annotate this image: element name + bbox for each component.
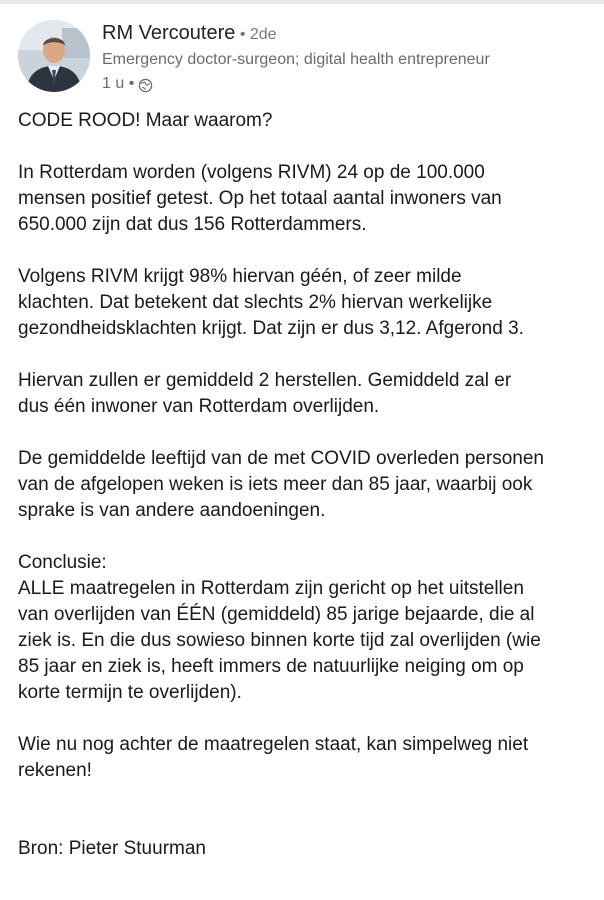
post-paragraph: CODE ROOD! Maar waarom? bbox=[18, 110, 273, 131]
post-paragraph: De gemiddelde leeftijd van de met COVID overleden personen van de afgelopen weken is iets meer dan 85 jaar, waarbij ook sprake is van andere aandoeningen. bbox=[18, 448, 544, 521]
avatar-photo bbox=[18, 20, 90, 92]
post-paragraph: In Rotterdam worden (volgens RIVM) 24 op de 100.000 mensen positief getest. Op het totaal aantal inwoners van 650.000 zijn dat dus 156 Rotterdammers. bbox=[18, 162, 502, 235]
paragraph-spacer bbox=[18, 706, 596, 732]
paragraph-spacer bbox=[18, 342, 596, 368]
author-line bbox=[102, 20, 582, 46]
paragraph-spacer bbox=[18, 134, 596, 160]
avatar[interactable] bbox=[18, 20, 90, 92]
post-paragraph: Hiervan zullen er gemiddeld 2 herstellen. Gemiddeld zal er dus één inwoner van Rotterdam overlijden. bbox=[18, 370, 512, 417]
top-divider bbox=[0, 0, 604, 4]
paragraph-spacer bbox=[18, 238, 596, 264]
post-source: Bron: Pieter Stuurman bbox=[18, 838, 206, 859]
post-paragraph: Volgens RIVM krijgt 98% hiervan géén, of zeer milde klachten. Dat betekent dat slechts 2% hiervan werkelijke gezondheidsklachten krijgt. Dat zijn er dus 3,12. Afgerond 3. bbox=[18, 266, 524, 339]
post-time: 1 u • bbox=[102, 75, 135, 92]
globe-icon bbox=[138, 77, 153, 92]
author-headline: Emergency doctor-surgeon; digital health entrepreneur bbox=[102, 51, 490, 68]
paragraph-spacer bbox=[18, 524, 596, 550]
post-header bbox=[18, 20, 588, 100]
connection-degree: • 2de bbox=[235, 26, 277, 43]
paragraph-spacer bbox=[18, 420, 596, 446]
post-body bbox=[18, 108, 596, 862]
paragraph-spacer bbox=[18, 784, 596, 836]
author-block bbox=[102, 20, 582, 96]
post-paragraph: Conclusie: ALLE maatregelen in Rotterdam zijn gericht op het uitstellen van overlijden van ÉÉN (gemiddeld) 85 jarige bejaarde, die al ziek is. En die dus sowieso binnen korte tijd zal overlijden (wie 85 jaar en ziek is, heeft immers de natuurlijke neiging om op korte termijn te overlijden). bbox=[18, 552, 541, 703]
author-name[interactable]: RM Vercoutere bbox=[102, 22, 236, 44]
post-meta bbox=[102, 72, 582, 96]
post-paragraph: Wie nu nog achter de maatregelen staat, kan simpelweg niet rekenen! bbox=[18, 734, 529, 781]
